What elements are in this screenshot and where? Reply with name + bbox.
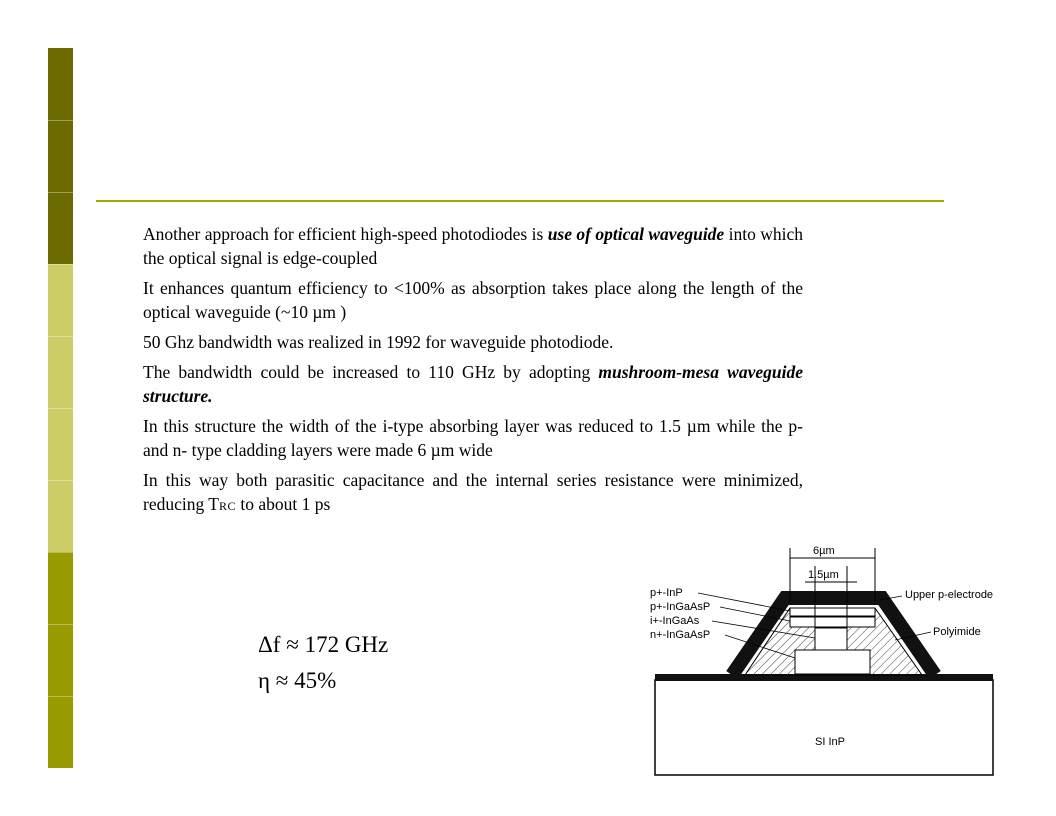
label-p-ingaasp: p+-InGaAsP <box>650 601 711 613</box>
paragraph-text: In this way both parasitic capacitance and the internal series resistance were minimized, reducing <box>143 470 803 514</box>
emphasis-text: mushroom-mesa waveguide structure. <box>143 362 803 406</box>
label-n-ingaasp: n+-InGaAsP <box>650 629 711 641</box>
mushroom-mesa-diagram <box>650 540 1005 780</box>
efficiency-formula: η ≈ 45% <box>258 668 337 693</box>
sidebar-segment <box>48 408 73 480</box>
time-constant-subscript: RC <box>219 499 237 513</box>
paragraph-text: Another approach for efficient high-speed photodiodes is <box>143 224 548 244</box>
bandwidth-formula: Δf ≈ 172 GHz <box>258 632 389 657</box>
header-rule <box>96 200 944 202</box>
sidebar-segment <box>48 48 73 120</box>
substrate-block <box>655 680 993 775</box>
dim-6um-label: 6µm <box>813 545 835 557</box>
diagram-svg <box>650 540 1005 780</box>
paragraph-text: to about 1 ps <box>236 494 331 514</box>
paragraph-quantum-efficiency <box>143 276 803 324</box>
sidebar-segment <box>48 192 73 264</box>
sidebar-segment <box>48 120 73 192</box>
layer-p-ingaasp <box>790 617 875 627</box>
sidebar-segment <box>48 264 73 336</box>
paragraph-text: It enhances quantum efficiency to <100% as absorption takes place along the length of the optical waveguide (~10 µm ) <box>143 278 803 322</box>
sidebar-divider <box>48 264 73 265</box>
paragraph-parasitics <box>143 468 803 518</box>
sidebar-divider <box>48 336 73 337</box>
sidebar-segment <box>48 552 73 624</box>
label-polyimide: Polyimide <box>933 626 981 638</box>
sidebar-divider <box>48 624 73 625</box>
sidebar-divider <box>48 120 73 121</box>
label-upper-electrode: Upper p-electrode <box>905 589 994 601</box>
paragraph-text: In this structure the width of the i-type absorbing layer was reduced to 1.5 µm while the p- and n- type cladding layers were made 6 µm wide <box>143 416 803 460</box>
layer-n-ingaasp <box>795 650 870 674</box>
dim-1-5um-label: 1.5µm <box>808 569 839 581</box>
sidebar-segment <box>48 624 73 696</box>
decorative-sidebar <box>48 48 73 768</box>
sidebar-divider <box>48 408 73 409</box>
sidebar-segment <box>48 480 73 552</box>
paragraph-waveguide-approach <box>143 222 803 270</box>
label-i-ingaas: i+-InGaAs <box>650 615 700 627</box>
paragraph-mushroom-mesa <box>143 360 803 408</box>
paragraph-text: into which the optical signal is edge-coupled <box>143 224 803 268</box>
paragraph-layer-widths <box>143 414 803 462</box>
paragraph-text: 50 Ghz bandwidth was realized in 1992 for waveguide photodiode. <box>143 332 614 352</box>
emphasis-text: use of optical waveguide <box>547 224 725 244</box>
sidebar-segment <box>48 336 73 408</box>
paragraph-text: The bandwidth could be increased to 110 GHz by adopting <box>143 362 599 382</box>
body-text <box>143 222 803 524</box>
substrate-label: SI InP <box>815 736 845 748</box>
sidebar-divider <box>48 696 73 697</box>
layer-p-inp <box>790 608 875 616</box>
paragraph-1992-bandwidth <box>143 330 803 354</box>
label-p-inp: p+-InP <box>650 587 683 599</box>
layer-i-ingaas <box>815 628 847 650</box>
sidebar-divider <box>48 480 73 481</box>
time-constant-symbol: T <box>208 494 219 514</box>
sidebar-segment <box>48 696 73 768</box>
sidebar-divider <box>48 192 73 193</box>
sidebar-divider <box>48 552 73 553</box>
